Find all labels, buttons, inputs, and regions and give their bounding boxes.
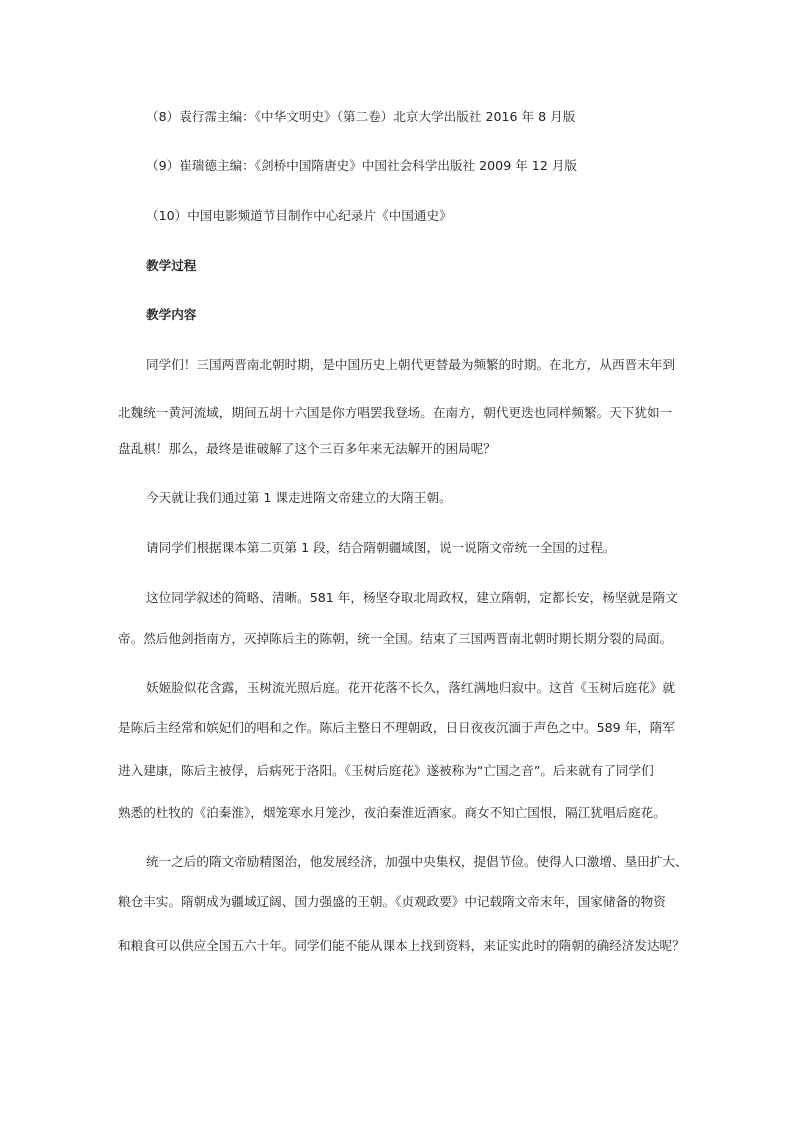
- paragraph-line: 和粮食可以供应全国五六十年。同学们能不能从课本上找到资料，来证实此时的隋朝的确经济发达呢？: [118, 938, 685, 953]
- paragraph-line: 妖姬脸似花含露，玉树流光照后庭。花开花落不长久，落红满地归寂中。这首《玉树后庭花》就: [146, 680, 675, 695]
- paragraph-line: 统一之后的隋文帝励精图治，他发展经济，加强中央集权，提倡节俭。使得人口激增、垦田扩大、: [146, 854, 688, 869]
- reference-10: （10）中国电影频道节目制作中心纪录片《中国通史》: [146, 208, 452, 223]
- paragraph-line: 帝。然后他剑指南方，灭掉陈后主的陈朝，统一全国。结束了三国两晋南北朝时期长期分裂的局面。: [118, 631, 673, 646]
- reference-8: （8）袁行霈主编：《中华文明史》（第二卷）北京大学出版社 2016 年 8 月版: [146, 109, 576, 124]
- paragraph-line: 盘乱棋！那么，最终是谁破解了这个三百多年来无法解开的困局呢？: [118, 441, 496, 456]
- paragraph-line: 是陈后主经常和嫔妃们的唱和之作。陈后主整日不理朝政，日日夜夜沉湎于声色之中。589 年，隋军: [118, 720, 675, 735]
- heading-teaching-process: 教学过程: [146, 258, 197, 273]
- heading-teaching-content: 教学内容: [146, 307, 197, 322]
- paragraph-line: 今天就让我们通过第 1 课走进隋文帝建立的大隋王朝。: [146, 490, 452, 505]
- paragraph-line: 同学们！三国两晋南北朝时期，是中国历史上朝代更替最为频繁的时期。在北方，从西晋末年到: [146, 357, 675, 372]
- paragraph-line: 进入建康，陈后主被俘，后病死于洛阳。《玉树后庭花》遂被称为“亡国之音”。后来就有了同学们: [118, 763, 654, 778]
- paragraph-line: 北魏统一黄河流域，期间五胡十六国是你方唱罢我登场。在南方，朝代更迭也同样频繁。天下犹如一: [118, 405, 673, 420]
- paragraph-line: 熟悉的杜牧的《泊秦淮》，烟笼寒水月笼沙，夜泊秦淮近酒家。商女不知亡国恨，隔江犹唱后庭花。: [118, 805, 666, 820]
- paragraph-line: 粮仓丰实。隋朝成为疆域辽阔、国力强盛的王朝。《贞观政要》中记载隋文帝末年，国家储备的物资: [118, 894, 666, 909]
- paragraph-line: 这位同学叙述的简略、清晰。581 年，杨坚夺取北周政权，建立隋朝，定都长安，杨坚就是隋文: [146, 590, 678, 605]
- paragraph-line: 请同学们根据课本第二页第 1 段，结合隋朝疆域图，说一说隋文帝统一全国的过程。: [146, 540, 616, 555]
- reference-9: （9）崔瑞德主编：《剑桥中国隋唐史》中国社会科学出版社 2009 年 12 月版: [146, 158, 578, 173]
